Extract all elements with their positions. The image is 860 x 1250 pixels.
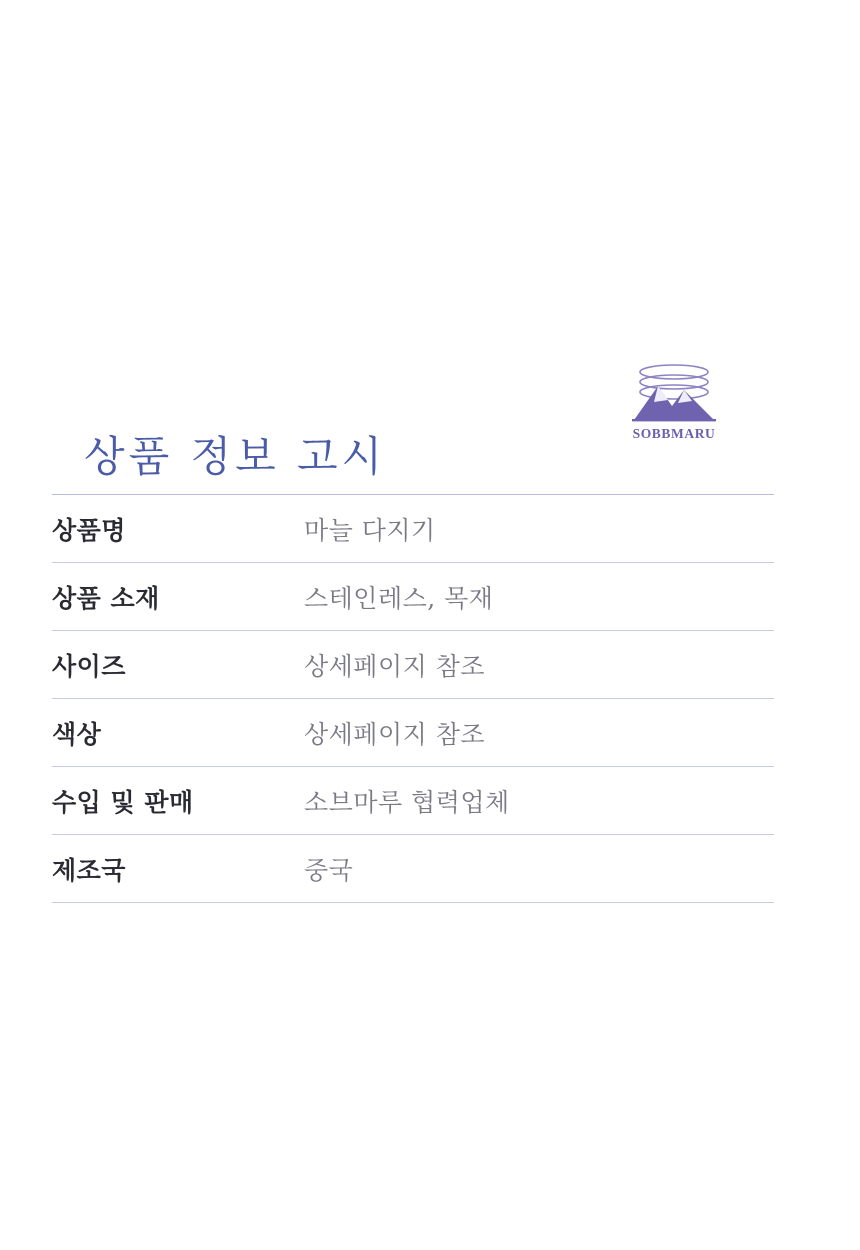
row-label: 수입 및 판매 bbox=[52, 767, 304, 835]
row-label: 제조국 bbox=[52, 835, 304, 903]
row-value: 중국 bbox=[304, 835, 774, 903]
row-value: 상세페이지 참조 bbox=[304, 631, 774, 699]
product-info-table bbox=[52, 494, 774, 903]
table-row bbox=[52, 699, 774, 767]
row-value: 소브마루 협력업체 bbox=[304, 767, 774, 835]
brand-logo bbox=[618, 360, 730, 452]
mountain-icon bbox=[618, 360, 730, 428]
row-label: 상품명 bbox=[52, 495, 304, 563]
row-value: 스테인레스, 목재 bbox=[304, 563, 774, 631]
table-row bbox=[52, 631, 774, 699]
table-row bbox=[52, 835, 774, 903]
table-row bbox=[52, 767, 774, 835]
row-label: 사이즈 bbox=[52, 631, 304, 699]
row-value: 상세페이지 참조 bbox=[304, 699, 774, 767]
table-row bbox=[52, 563, 774, 631]
logo-wordmark: SOBBMARU bbox=[632, 426, 716, 441]
row-value: 마늘 다지기 bbox=[304, 495, 774, 563]
page-title: 상품 정보 고시 bbox=[84, 432, 387, 481]
table-row bbox=[52, 495, 774, 563]
row-label: 색상 bbox=[52, 699, 304, 767]
row-label: 상품 소재 bbox=[52, 563, 304, 631]
